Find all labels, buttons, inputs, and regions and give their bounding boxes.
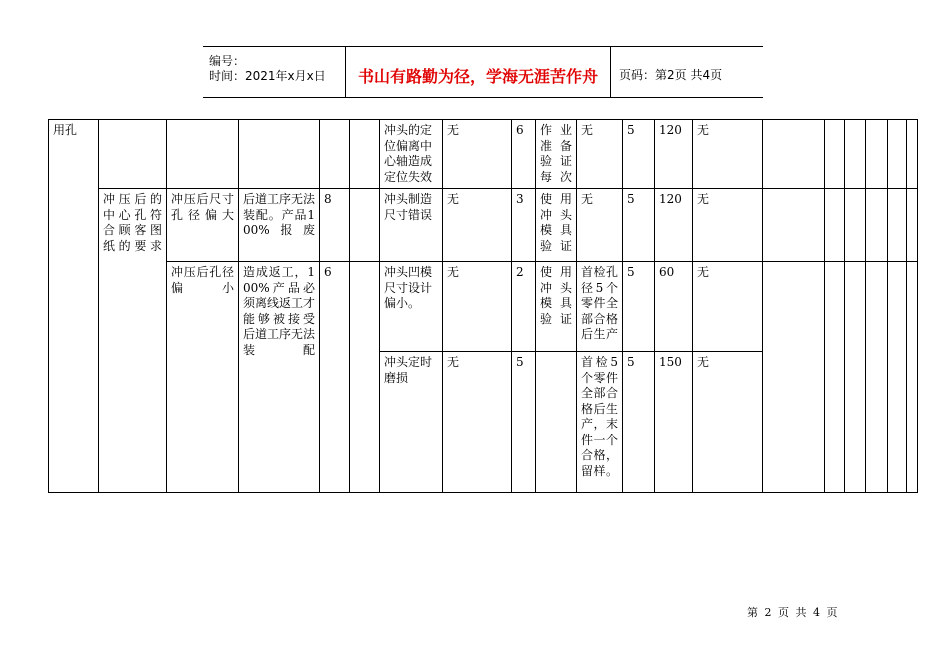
effect-text-a: 造成返工，100%产品必须离线返工才能够被接受: [243, 265, 316, 326]
rpn-cell: 150: [655, 352, 693, 493]
empty-cell: [845, 189, 866, 262]
table-row: [49, 262, 918, 352]
rpn-cell: 120: [655, 189, 693, 262]
empty-cell: [907, 262, 918, 352]
empty-cell: [907, 189, 918, 262]
detection-control-cell: 作业准备验证每次: [536, 120, 577, 189]
empty-cell: [845, 120, 866, 189]
code-label: 编号：: [209, 54, 246, 68]
empty-cell: [888, 189, 907, 262]
empty-cell: [907, 352, 918, 493]
empty-cell: [866, 120, 888, 189]
detection-control-2-cell: 首检孔径5个零件全部合格后生产: [577, 262, 623, 352]
prevention-cell: 无: [443, 120, 512, 189]
item-cell: 用孔: [49, 120, 99, 493]
page-footer: 第 2 页 共 4 页: [747, 606, 838, 619]
table-row: [49, 120, 918, 189]
effect-cell: 后道工序无法装配。产品100%报废: [239, 189, 320, 262]
header-page-cell: [611, 47, 763, 97]
class-cell: [350, 262, 380, 493]
effect-text-b: 后道工序无法装配: [243, 327, 316, 357]
failure-mode-cell: [167, 120, 239, 189]
detection-control-2-cell: 无: [577, 189, 623, 262]
empty-cell: [866, 352, 888, 493]
detection-score-cell: 5: [623, 262, 655, 352]
detection-score-cell: 5: [623, 189, 655, 262]
page-header: [203, 46, 763, 98]
effect-cell: [239, 262, 320, 493]
empty-cell: [763, 262, 825, 352]
rpn-cell: 60: [655, 262, 693, 352]
class-cell: [350, 120, 380, 189]
empty-cell: [845, 262, 866, 352]
severity-cell: 6: [320, 262, 350, 493]
occurrence-cell: 2: [512, 262, 536, 352]
rpn-cell: 120: [655, 120, 693, 189]
empty-cell: [907, 120, 918, 189]
cause-cell: 冲头制造尺寸错误: [380, 189, 443, 262]
empty-cell: [866, 189, 888, 262]
action-cell: 无: [693, 120, 763, 189]
empty-cell: [763, 189, 825, 262]
failure-mode-cell: 冲压后孔径偏小: [167, 262, 239, 493]
effect-cell: [239, 120, 320, 189]
empty-cell: [845, 352, 866, 493]
occurrence-cell: 5: [512, 352, 536, 493]
time-label: 时间：2021年x月x日: [209, 69, 326, 83]
header-page-info: 页码：第2页 共4页: [619, 68, 723, 82]
empty-cell: [888, 120, 907, 189]
requirement-cell: [99, 120, 167, 189]
cause-cell: 冲头凹模尺寸设计偏小。: [380, 262, 443, 352]
fmea-table: [48, 119, 918, 493]
empty-cell: [825, 120, 845, 189]
empty-cell: [763, 352, 825, 493]
severity-cell: [320, 120, 350, 189]
action-cell: 无: [693, 352, 763, 493]
empty-cell: [825, 352, 845, 493]
action-cell: 无: [693, 189, 763, 262]
detection-control-2-cell: 无: [577, 120, 623, 189]
detection-control-cell: 使用冲头模具验证: [536, 189, 577, 262]
detection-control-cell: 使用冲头模具验证: [536, 262, 577, 352]
detection-score-cell: 5: [623, 120, 655, 189]
action-cell: 无: [693, 262, 763, 352]
severity-cell: 8: [320, 189, 350, 262]
table-row: [49, 189, 918, 262]
prevention-cell: 无: [443, 352, 512, 493]
empty-cell: [825, 189, 845, 262]
header-meta-cell: [203, 47, 346, 97]
empty-cell: [763, 120, 825, 189]
failure-mode-cell: 冲压后尺寸孔径偏大: [167, 189, 239, 262]
detection-control-2-cell: 首检5个零件全部合格后生产，末件一个合格，留样。: [577, 352, 623, 493]
empty-cell: [866, 262, 888, 352]
empty-cell: [825, 262, 845, 352]
prevention-cell: 无: [443, 262, 512, 352]
prevention-cell: 无: [443, 189, 512, 262]
requirement-cell: 冲压后的中心孔符合顾客图纸的要求: [99, 189, 167, 493]
class-cell: [350, 189, 380, 262]
motto: 书山有路勤为径，学海无涯苦作舟: [357, 67, 598, 86]
cause-cell: 冲头的定位偏离中心轴造成定位失效: [380, 120, 443, 189]
detection-score-cell: 5: [623, 352, 655, 493]
detection-control-cell: [536, 352, 577, 493]
empty-cell: [888, 262, 907, 352]
header-motto-cell: [346, 47, 611, 97]
cause-cell: 冲头定时磨损: [380, 352, 443, 493]
occurrence-cell: 3: [512, 189, 536, 262]
empty-cell: [888, 352, 907, 493]
occurrence-cell: 6: [512, 120, 536, 189]
